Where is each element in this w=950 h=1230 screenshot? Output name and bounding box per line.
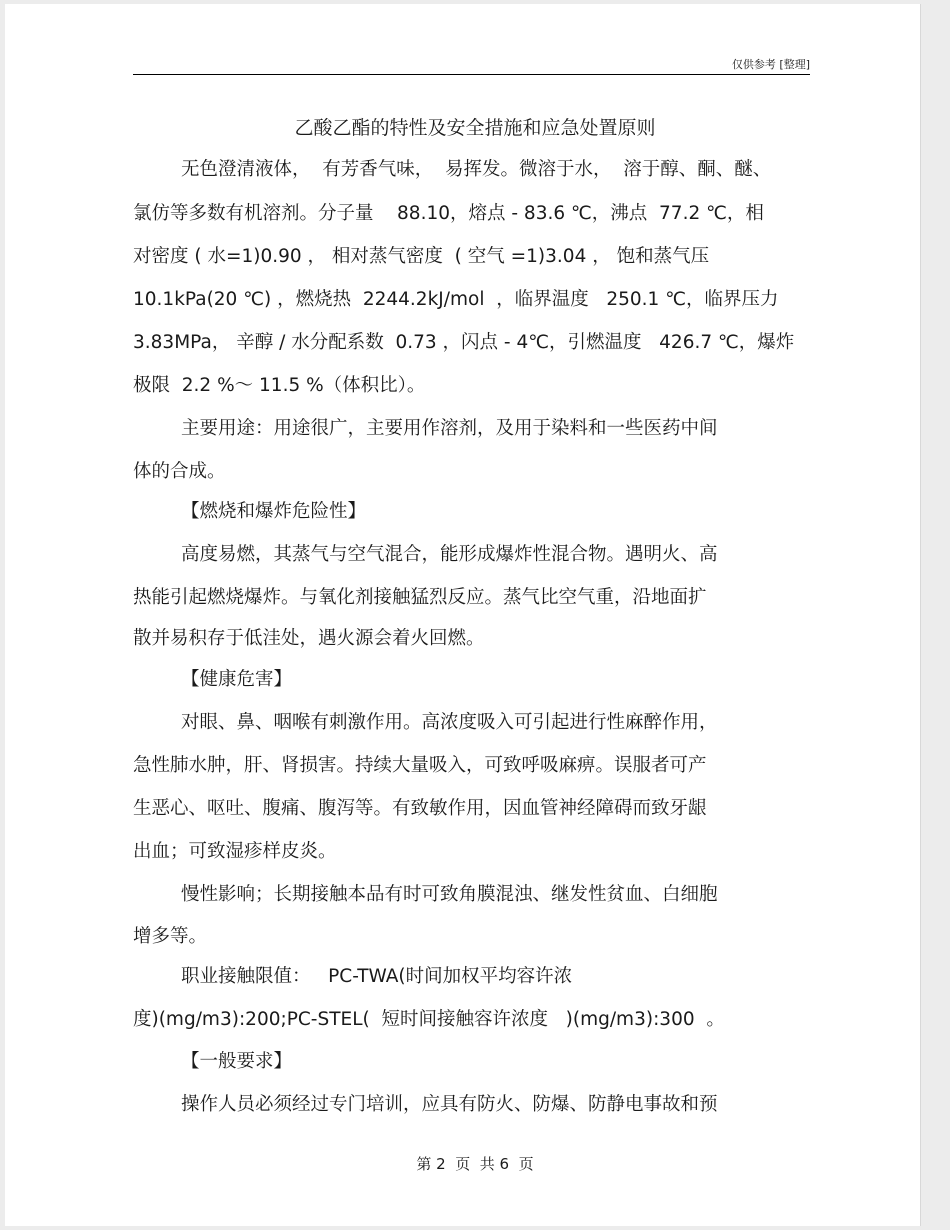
body-line: 慢性影响；长期接触本品有时可致角膜混浊、继发性贫血、白细胞 [181, 884, 718, 905]
body-line: 职业接触限值： PC-TWA(时间加权平均容许浓 [181, 966, 573, 987]
body-line: 对眼、鼻、咽喉有刺激作用。高浓度吸入可引起进行性麻醉作用， [181, 712, 718, 733]
document-page [5, 4, 921, 1226]
body-line: 度)(mg/m3):200;PC-STEL( 短时间接触容许浓度 )(mg/m3):300 。 [133, 1009, 725, 1030]
body-line: 高度易燃，其蒸气与空气混合，能形成爆炸性混合物。遇明火、高 [181, 544, 718, 565]
section-heading: 【一般要求】 [181, 1051, 293, 1072]
body-line: 散并易积存于低洼处，遇火源会着火回燃。 [133, 628, 485, 649]
body-line: 急性肺水肿，肝、肾损害。持续大量吸入，可致呼吸麻痹。误服者可产 [133, 755, 707, 776]
body-line: 3.83MPa， 辛醇 / 水分配系数 0.73 ，闪点 - 4℃，引燃温度 426.7 ℃，爆炸 [133, 332, 795, 353]
body-line: 对密度 ( 水=1)0.90 ， 相对蒸气密度 ( 空气 =1)3.04 ， 饱和蒸气压 [133, 246, 710, 267]
section-heading: 【燃烧和爆炸危险性】 [181, 501, 367, 522]
body-line: 热能引起燃烧爆炸。与氧化剂接触猛烈反应。蒸气比空气重，沿地面扩 [133, 587, 707, 608]
body-line: 主要用途：用途很广，主要用作溶剂，及用于染料和一些医药中间 [181, 418, 718, 439]
body-line: 出血；可致湿疹样皮炎。 [133, 841, 337, 862]
page-footer: 第 2 页 共 6 页 [416, 1155, 534, 1173]
body-line: 10.1kPa(20 ℃) ，燃烧热 2244.2kJ/mol ，临界温度 250.1 ℃，临界压力 [133, 289, 779, 310]
body-line: 增多等。 [133, 926, 208, 947]
body-line: 生恶心、呕吐、腹痛、腹泻等。有致敏作用，因血管神经障碍而致牙龈 [133, 798, 707, 819]
body-line: 极限 2.2 %～ 11.5 %（体积比）。 [133, 375, 426, 396]
body-line: 体的合成。 [133, 461, 226, 482]
section-heading: 【健康危害】 [181, 669, 293, 690]
body-line: 操作人员必须经过专门培训，应具有防火、防爆、防静电事故和预 [181, 1094, 718, 1115]
document-title: 乙酸乙酯的特性及安全措施和应急处置原则 [294, 117, 656, 139]
body-line: 氯仿等多数有机溶剂。分子量 88.10，熔点 - 83.6 ℃，沸点 77.2 ℃，相 [133, 203, 764, 224]
header-rule [133, 74, 810, 75]
body-line: 无色澄清液体， 有芳香气味， 易挥发。微溶于水， 溶于醇、酮、醚、 [181, 159, 772, 180]
page-header: 仅供参考 [整理] [731, 58, 810, 71]
